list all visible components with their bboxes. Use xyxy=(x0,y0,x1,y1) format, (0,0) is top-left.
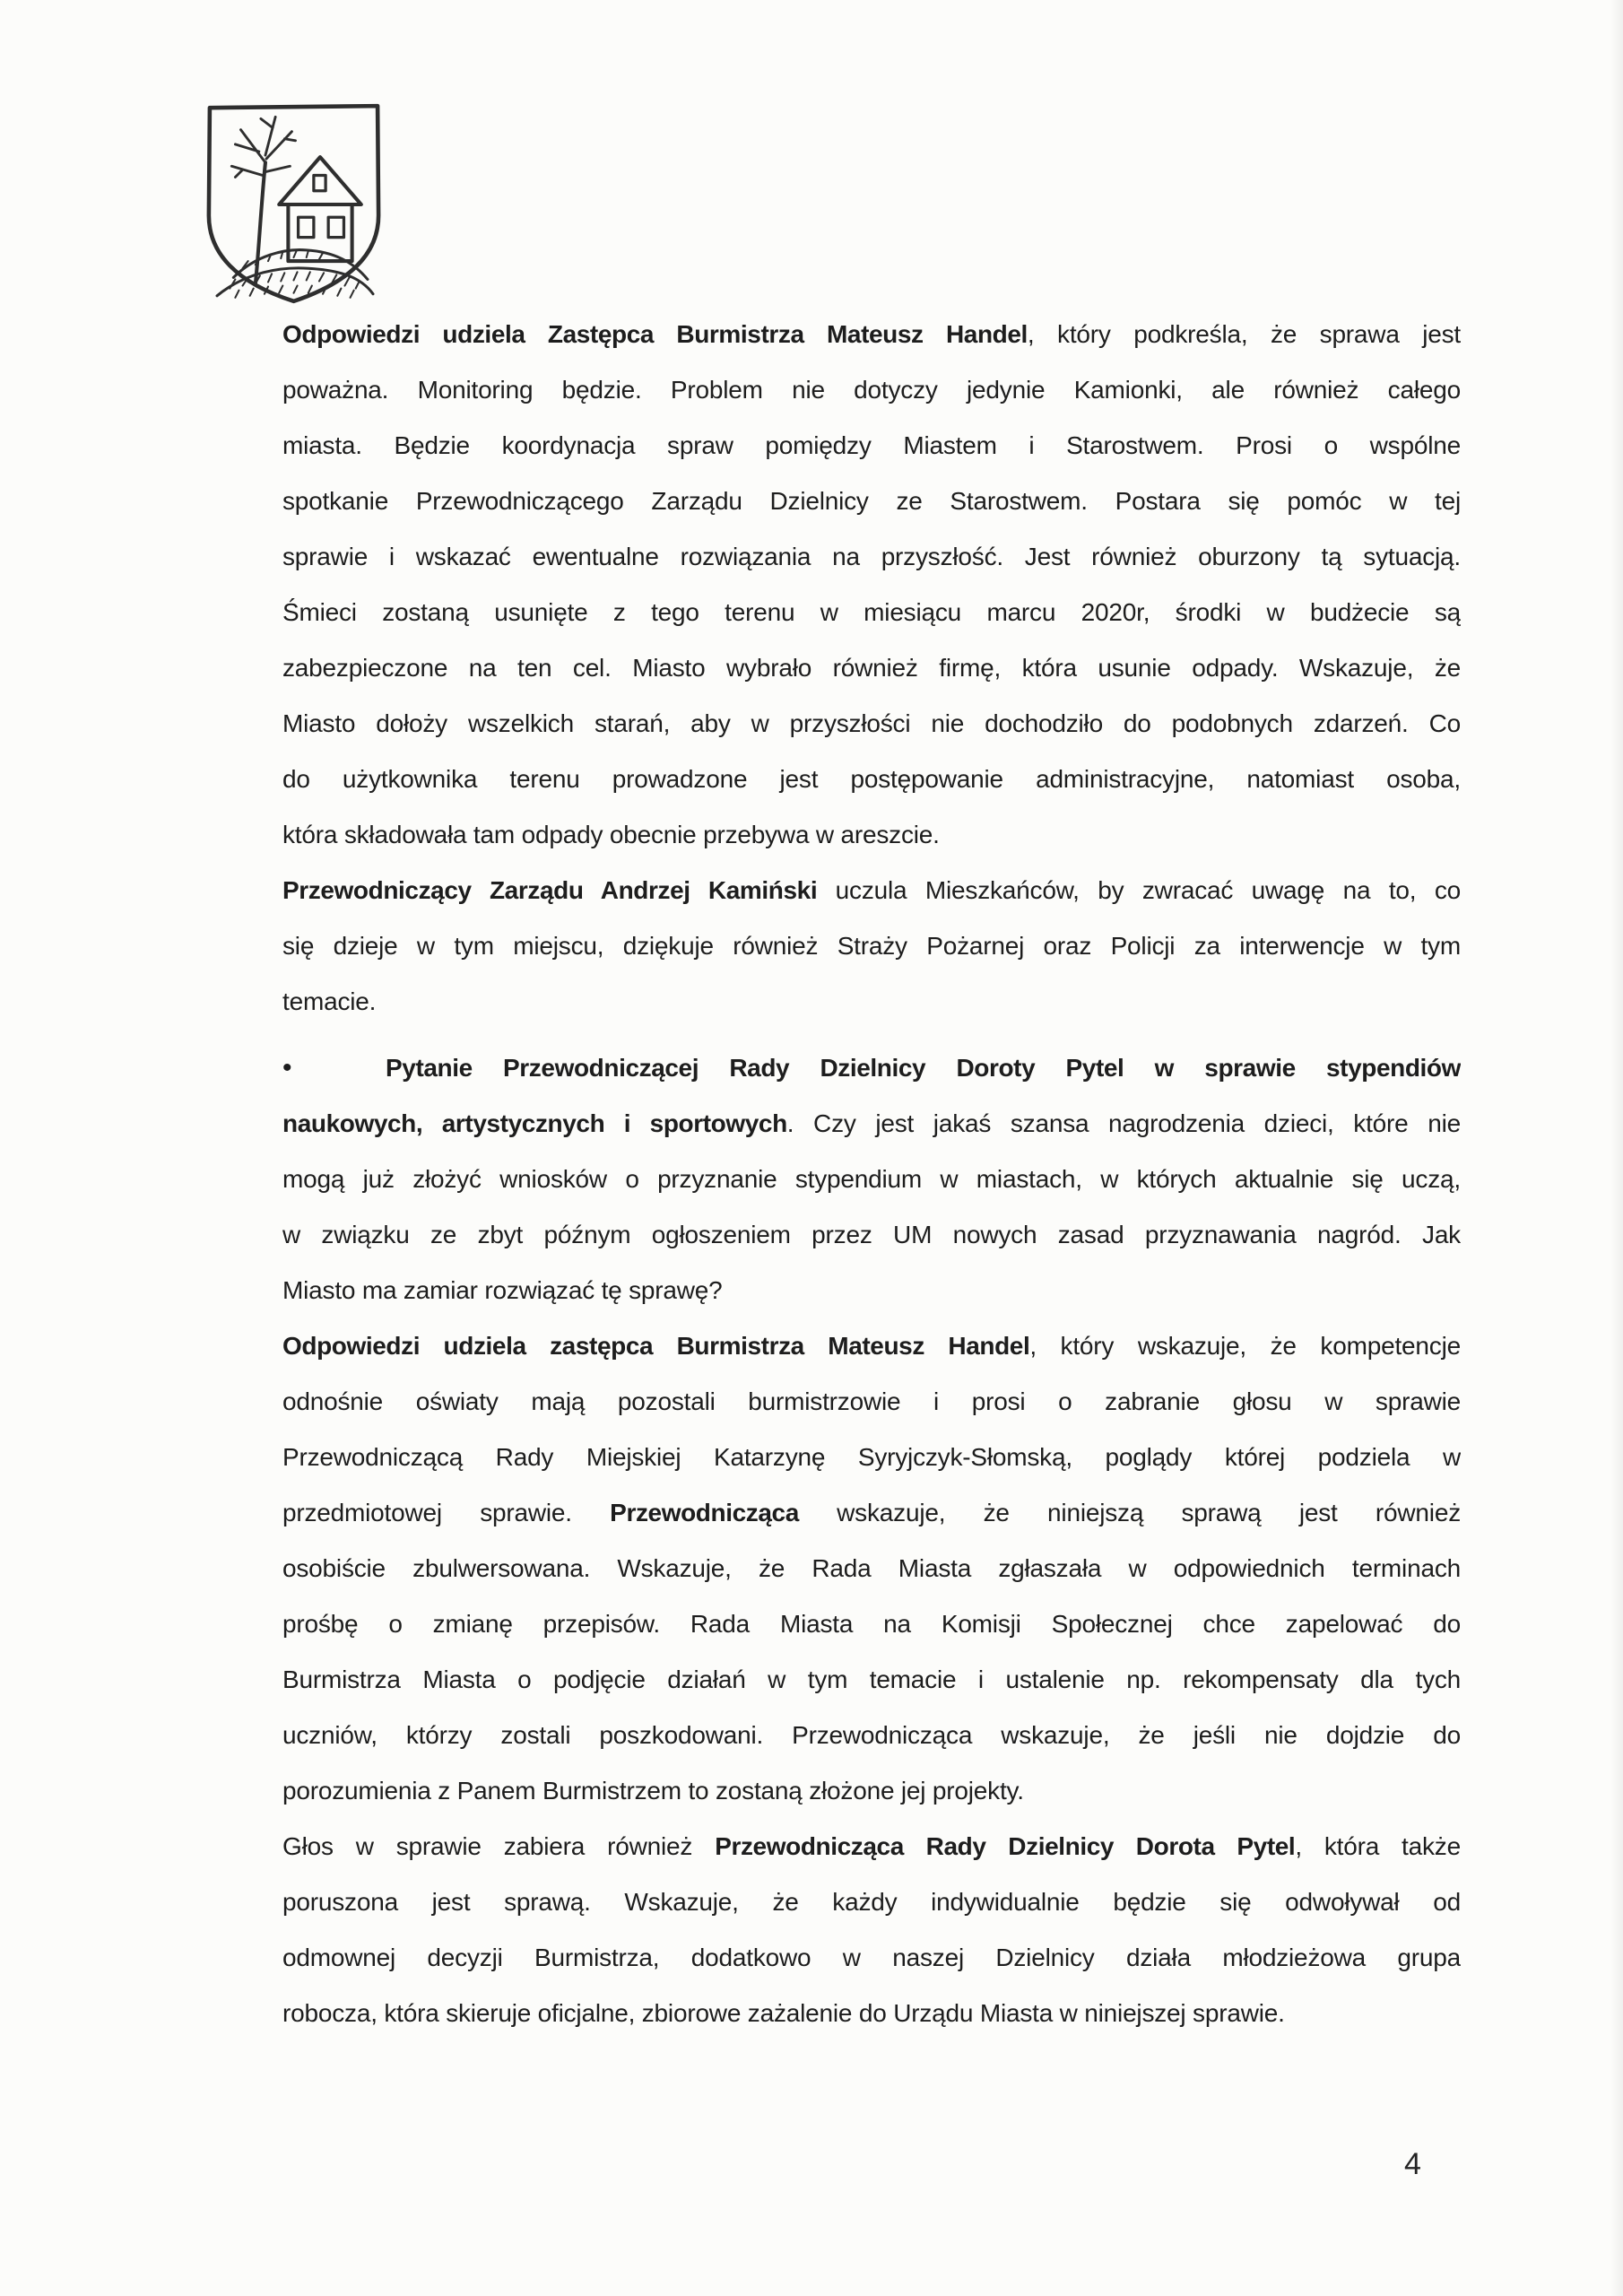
text-line xyxy=(282,418,1461,474)
text-line xyxy=(282,1040,1461,1096)
municipal-crest-logo xyxy=(202,99,386,309)
text-line xyxy=(282,974,1461,1030)
bold-text: Odpowiedzi udziela Zastępca Burmistrza Mateusz Handel xyxy=(282,320,1028,348)
body-text: miasta. Będzie koordynacja spraw pomiędzy Miastem i Starostwem. Prosi o wspólne xyxy=(282,431,1461,459)
text-line xyxy=(282,696,1461,752)
body-text: do użytkownika terenu prowadzone jest postępowanie administracyjne, natomiast osoba, xyxy=(282,765,1461,793)
paragraph xyxy=(282,863,1461,1030)
document-body xyxy=(282,307,1461,2041)
page-number: 4 xyxy=(1404,2147,1421,2181)
bold-text: Przewodnicząca xyxy=(610,1499,799,1526)
bullet-icon: • xyxy=(282,1053,292,1083)
body-text: Miasto dołoży wszelkich starań, aby w przyszłości nie dochodziło do podobnych zdarzeń. Co xyxy=(282,709,1461,737)
text-line xyxy=(282,1096,1461,1152)
body-text: , która także xyxy=(1295,1832,1461,1860)
body-text: zabezpieczone na ten cel. Miasto wybrało również firmę, która usunie odpady. Wskazuje, że xyxy=(282,654,1461,682)
body-text: prośbę o zmianę przepisów. Rada Miasta na Komisji Społecznej chce zapelować do xyxy=(282,1610,1461,1638)
bold-text: naukowych, artystycznych i sportowych xyxy=(282,1109,787,1137)
text-line xyxy=(282,307,1461,362)
text-line xyxy=(282,640,1461,696)
body-text: robocza, która skieruje oficjalne, zbiorowe zażalenie do Urządu Miasta w niniejszej sprawie. xyxy=(282,1999,1285,2027)
body-text: Śmieci zostaną usunięte z tego terenu w miesiącu marcu 2020r, środki w budżecie są xyxy=(282,598,1461,626)
house-roof xyxy=(279,157,361,204)
bullet-line-text xyxy=(386,1040,1461,1096)
body-text: . Czy jest jakaś szansa nagrodzenia dzieci, które nie xyxy=(786,1109,1461,1137)
paragraph xyxy=(282,307,1461,863)
body-text: poruszona jest sprawą. Wskazuje, że każdy indywidualnie będzie się odwoływał od xyxy=(282,1888,1461,1916)
gable-window xyxy=(314,175,325,190)
front-window-left xyxy=(299,217,314,237)
text-line xyxy=(282,1152,1461,1207)
text-line xyxy=(282,1930,1461,1986)
paragraph xyxy=(282,1819,1461,2041)
text-line xyxy=(282,1374,1461,1430)
text-line xyxy=(282,1986,1461,2041)
body-text: odnośnie oświaty mają pozostali burmistrzowie i prosi o zabranie głosu w sprawie xyxy=(282,1387,1461,1415)
body-text: Miasto ma zamiar rozwiązać tę sprawę? xyxy=(282,1276,723,1304)
text-line xyxy=(282,1207,1461,1263)
text-line xyxy=(282,1708,1461,1763)
body-text: w związku ze zbyt późnym ogłoszeniem przez UM nowych zasad przyznawania nagród. Jak xyxy=(282,1221,1461,1248)
body-text: spotkanie Przewodniczącego Zarządu Dzielnicy ze Starostwem. Postara się pomóc w tej xyxy=(282,487,1461,515)
text-line xyxy=(282,863,1461,918)
body-text: Burmistrza Miasta o podjęcie działań w tym temacie i ustalenie np. rekompensaty dla tych xyxy=(282,1665,1461,1693)
text-line xyxy=(282,529,1461,585)
body-text: porozumienia z Panem Burmistrzem to zostaną złożone jej projekty. xyxy=(282,1777,1024,1805)
bold-text: Przewodnicząca Rady Dzielnicy Dorota Pytel xyxy=(715,1832,1296,1860)
body-text: poważna. Monitoring będzie. Problem nie dotyczy jedynie Kamionki, ale również całego xyxy=(282,376,1461,404)
text-line xyxy=(282,1874,1461,1930)
body-text: sprawie i wskazać ewentualne rozwiązania na przyszłość. Jest również oburzony tą sytuacją. xyxy=(282,543,1461,570)
body-text: się dzieje w tym miejscu, dziękuje również Straży Pożarnej oraz Policji za interwencje w tym xyxy=(282,932,1461,960)
text-line xyxy=(282,1263,1461,1318)
text-line xyxy=(282,1485,1461,1541)
text-line xyxy=(282,474,1461,529)
text-line xyxy=(282,1318,1461,1374)
bullet-paragraph xyxy=(282,1040,1461,1318)
tree-icon xyxy=(256,162,265,284)
body-text: temacie. xyxy=(282,987,377,1015)
front-window-right xyxy=(328,217,343,237)
body-text: Głos w sprawie zabiera również xyxy=(282,1832,716,1860)
body-text: osobiście zbulwersowana. Wskazuje, że Rada Miasta zgłaszała w odpowiednich terminach xyxy=(282,1554,1461,1582)
text-line xyxy=(282,918,1461,974)
body-text: , który wskazuje, że kompetencje xyxy=(1029,1332,1461,1360)
text-line xyxy=(282,807,1461,863)
body-text: , który podkreśla, że sprawa jest xyxy=(1027,320,1461,348)
text-line xyxy=(282,1652,1461,1708)
bold-text: Odpowiedzi udziela zastępca Burmistrza Mateusz Handel xyxy=(282,1332,1030,1360)
text-line xyxy=(282,1763,1461,1819)
body-text: uczniów, którzy zostali poszkodowani. Przewodnicząca wskazuje, że jeśli nie dojdzie do xyxy=(282,1721,1461,1749)
bold-text: Przewodniczący Zarządu Andrzej Kamiński xyxy=(282,876,818,904)
body-text: odmownej decyzji Burmistrza, dodatkowo w naszej Dzielnicy działa młodzieżowa grupa xyxy=(282,1944,1461,1971)
body-text: przedmiotowej sprawie. xyxy=(282,1499,611,1526)
text-line xyxy=(282,1819,1461,1874)
body-text: mogą już złożyć wniosków o przyznanie stypendium w miastach, w których aktualnie się uczą, xyxy=(282,1165,1461,1193)
text-line xyxy=(282,1541,1461,1596)
text-line xyxy=(282,585,1461,640)
body-text: uczula Mieszkańców, by zwracać uwagę na to, co xyxy=(817,876,1461,904)
body-text: która składowała tam odpady obecnie przebywa w areszcie. xyxy=(282,821,940,848)
text-line xyxy=(282,752,1461,807)
body-text: Przewodniczącą Rady Miejskiej Katarzynę Syryjczyk-Słomską, poglądy której podziela w xyxy=(282,1443,1461,1471)
text-line xyxy=(282,1596,1461,1652)
paragraph xyxy=(282,1318,1461,1819)
text-line xyxy=(282,1430,1461,1485)
text-line xyxy=(282,362,1461,418)
body-text: wskazuje, że niniejszą sprawą jest również xyxy=(798,1499,1461,1526)
bold-text: Pytanie Przewodniczącej Rady Dzielnicy Doroty Pytel w sprawie stypendiów xyxy=(386,1054,1461,1082)
